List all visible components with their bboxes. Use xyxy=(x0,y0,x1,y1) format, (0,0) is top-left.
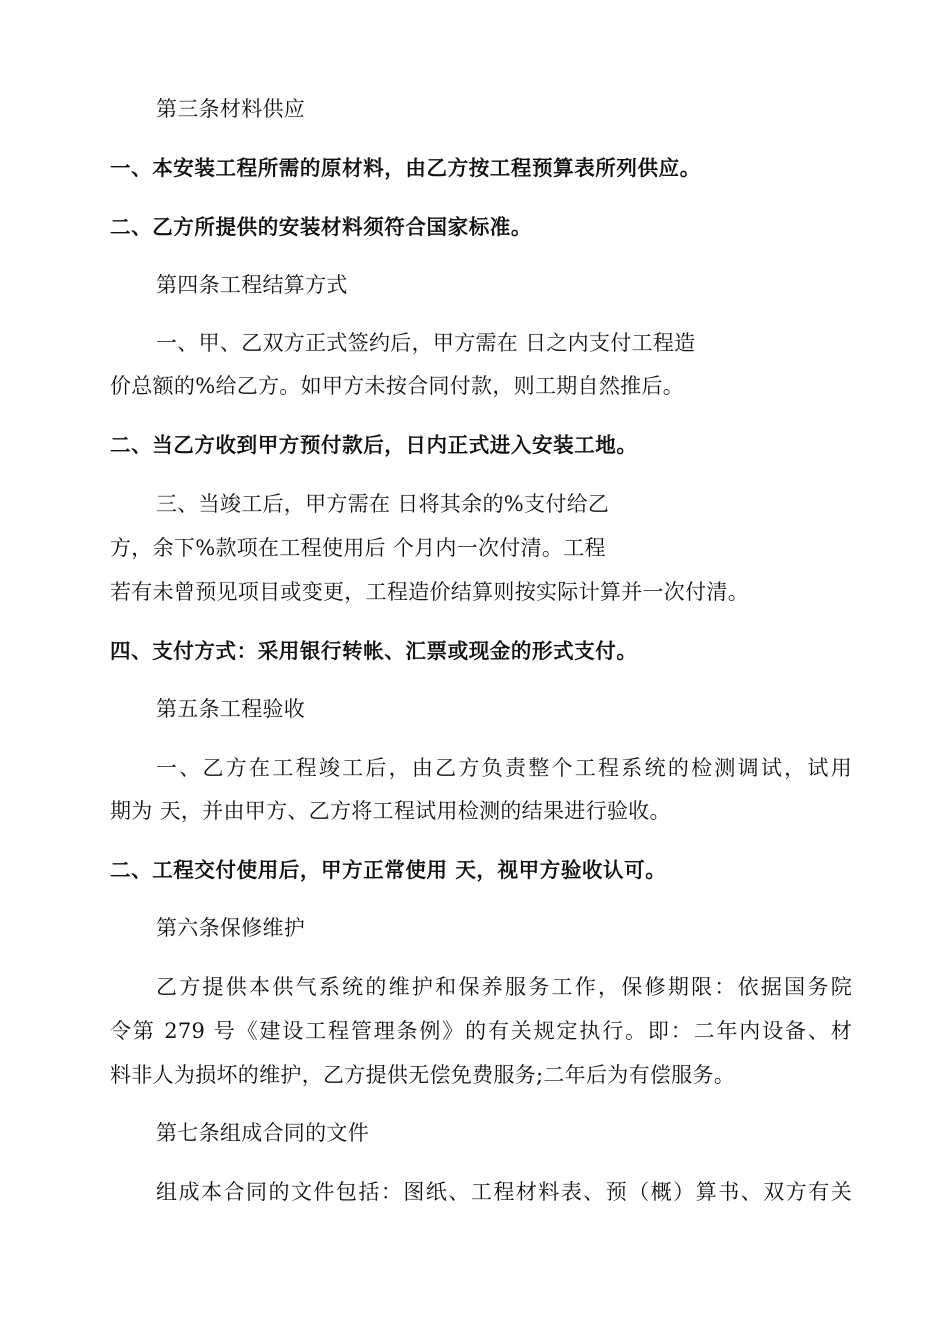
clause-4-3-line-3: 若有未曾预见项目或变更，工程造价结算则按实际计算并一次付清。 xyxy=(110,580,749,604)
clause-5-1-line-2: 期为 天，并由甲方、乙方将工程试用检测的结果进行验收。 xyxy=(110,799,671,823)
clause-5-1-line-1: 一、乙方在工程竣工后，由乙方负责整个工程系统的检测调试，试用 xyxy=(156,756,852,780)
article-6-line-3: 料非人为损坏的维护，乙方提供无偿免费服务;二年后为有偿服务。 xyxy=(110,1063,736,1087)
clause-3-2: 二、乙方所提供的安装材料须符合国家标准。 xyxy=(110,215,532,239)
section-heading-article-6: 第六条保修维护 xyxy=(156,916,306,940)
section-heading-article-3: 第三条材料供应 xyxy=(156,97,306,121)
clause-4-1-line-2: 价总额的%给乙方。如甲方未按合同付款，则工期自然推后。 xyxy=(110,374,685,398)
section-heading-article-5: 第五条工程验收 xyxy=(156,697,306,721)
clause-4-3-line-1: 三、当竣工后，甲方需在 日将其余的%支付给乙 xyxy=(156,492,610,516)
section-heading-article-7: 第七条组成合同的文件 xyxy=(156,1121,369,1145)
clause-3-1: 一、本安装工程所需的原材料，由乙方按工程预算表所列供应。 xyxy=(110,156,701,180)
clause-4-1-line-1: 一、甲、乙双方正式签约后，甲方需在 日之内支付工程造 xyxy=(156,331,696,355)
article-7-line-1: 组成本合同的文件包括：图纸、工程材料表、预（概）算书、双方有关 xyxy=(156,1180,852,1204)
article-6-line-1: 乙方提供本供气系统的维护和保养服务工作，保修期限：依据国务院 xyxy=(156,975,852,999)
clause-4-3-line-2: 方，余下%款项在工程使用后 个月内一次付清。工程 xyxy=(110,536,606,560)
section-heading-article-4: 第四条工程结算方式 xyxy=(156,273,348,297)
clause-4-2: 二、当乙方收到甲方预付款后，日内正式进入安装工地。 xyxy=(110,433,638,457)
article-6-line-2: 令第 279 号《建设工程管理条例》的有关规定执行。即：二年内设备、材 xyxy=(110,1019,852,1043)
clause-4-4: 四、支付方式：采用银行转帐、汇票或现金的形式支付。 xyxy=(110,639,638,663)
clause-5-2: 二、工程交付使用后，甲方正常使用 天，视甲方验收认可。 xyxy=(110,858,667,882)
